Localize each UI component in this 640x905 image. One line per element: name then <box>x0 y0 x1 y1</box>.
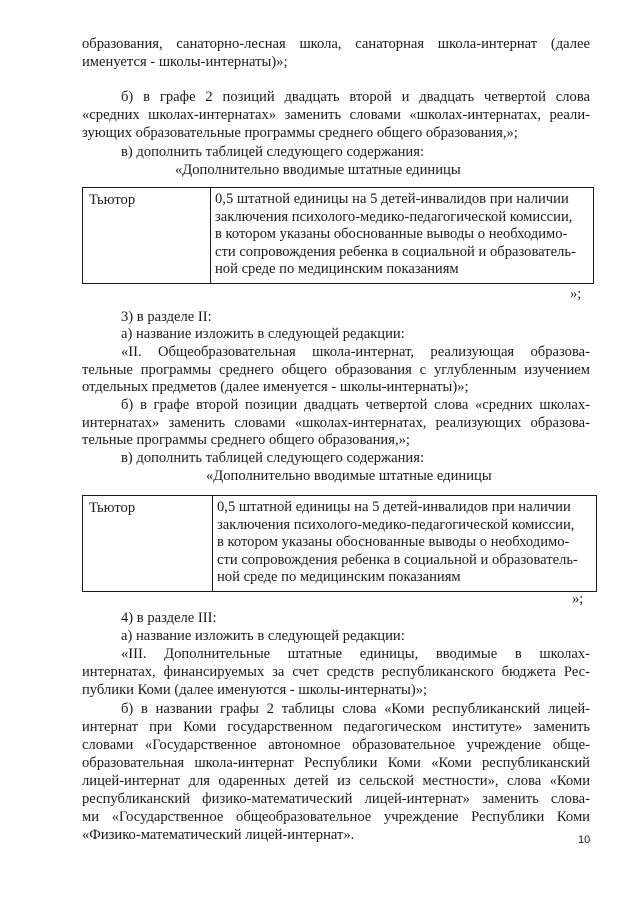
section2-item-v: в) дополнить таблицей следующего содержания: <box>121 450 425 466</box>
section3-item-b-line: ми «Государственное общеобразовательное учреждение Республики Коми <box>82 809 590 825</box>
table2-position-cell <box>83 496 213 591</box>
table1-description-cell <box>211 188 593 283</box>
table1-position: Тьютор <box>89 192 136 208</box>
section3-item-b-line: б) в названии графы 2 таблицы слова «Коми республиканский лицей- <box>121 701 590 717</box>
section3-item-b-line: «Физико-математический лицей-интернат». <box>82 827 355 843</box>
section2-item-b-line2: интернатах» заменить словами «школах-интернатах, реализующих образова- <box>82 415 590 431</box>
section2-item-b-line3: тельные программы среднего общего образования,»; <box>82 432 410 448</box>
page-number: 10 <box>578 834 591 846</box>
paragraph-intro-line1: образования, санаторно-лесная школа, санаторная школа-интернат (далее <box>82 36 590 52</box>
table-2 <box>82 495 597 592</box>
table2-line: 0,5 штатной единицы на 5 детей-инвалидов при наличии <box>217 499 571 515</box>
item-b1-line3: зующих образовательные программы среднего общего образования,»; <box>82 125 518 141</box>
table2-line: заключения психолого-медико-педагогической комиссии, <box>217 516 575 533</box>
section2-item-b-line1: б) в графе второй позиции двадцать четвертой слова «средних школах- <box>121 397 590 413</box>
table1-line: в котором указаны обоснованные выводы о необходимо- <box>215 226 568 243</box>
section3-title-line1: «III. Дополнительные штатные единицы, вводимые в школах- <box>121 646 590 662</box>
section3-title-line2: интернатах, финансируемых за счет средств республиканского бюджета Рес- <box>82 664 590 680</box>
table1-line: ной среде по медицинским показаниям <box>215 261 459 278</box>
table2-caption: «Дополнительно вводимые штатные единицы <box>206 468 492 484</box>
table1-position-cell <box>83 188 211 283</box>
section2-title-line2: тельные программы среднего общего образования с углубленным изучением <box>82 362 590 378</box>
item-b1-line1: б) в графе 2 позиций двадцать второй и двадцать четвертой слова <box>121 89 590 105</box>
section2-item-a: а) название изложить в следующей редакции: <box>121 326 405 342</box>
table1-line: заключения психолого-медико-педагогической комиссии, <box>215 208 573 225</box>
table1-caption: «Дополнительно вводимые штатные единицы <box>175 162 461 178</box>
table-1 <box>82 187 594 284</box>
table1-line: сти сопровождения ребенка в социальной и образователь- <box>215 243 576 260</box>
table2-line: ной среде по медицинским показаниям <box>217 569 461 586</box>
table2-line: сти сопровождения ребенка в социальной и образователь- <box>217 551 578 568</box>
table1-line: 0,5 штатной единицы на 5 детей-инвалидов при наличии <box>215 191 569 207</box>
table1-closing: »; <box>570 286 582 302</box>
section3-item-b-line: республиканский физико-математический лицей-интернат» заменить слова- <box>82 791 590 807</box>
section2-heading: 3) в разделе II: <box>121 309 212 325</box>
section2-title-line3: отдельных предметов (далее именуется - школы-интернаты)»; <box>82 379 469 395</box>
table2-position: Тьютор <box>89 500 136 516</box>
table2-description-cell <box>213 496 596 591</box>
section3-item-b-line: интернат при Коми государственном педагогическом институте» заменить <box>82 719 590 735</box>
table2-line: в котором указаны обоснованные выводы о необходимо- <box>217 534 570 551</box>
section3-item-a: а) название изложить в следующей редакции: <box>121 628 405 644</box>
table2-closing: »; <box>572 591 584 607</box>
section3-heading: 4) в разделе III: <box>121 610 217 626</box>
paragraph-intro-line2: именуется - школы-интернаты)»; <box>82 54 288 70</box>
section3-item-b-line: образовательная школа-интернат Республики Коми «Коми республиканский <box>82 755 590 771</box>
section3-item-b-line: словами «Государственное автономное образовательное учреждение обще- <box>82 737 590 753</box>
section2-title-line1: «II. Общеобразовательная школа-интернат, реализующая образова- <box>121 344 590 360</box>
item-v1: в) дополнить таблицей следующего содержания: <box>121 144 425 160</box>
item-b1-line2: «средних школах-интернатах» заменить словами «школах-интернатах, реали- <box>82 107 590 123</box>
section3-title-line3: публики Коми (далее именуются - школы-интернаты)»; <box>82 682 428 698</box>
section3-item-b-line: лицей-интернат для одаренных детей из сельской местности», слова «Коми <box>82 773 590 789</box>
